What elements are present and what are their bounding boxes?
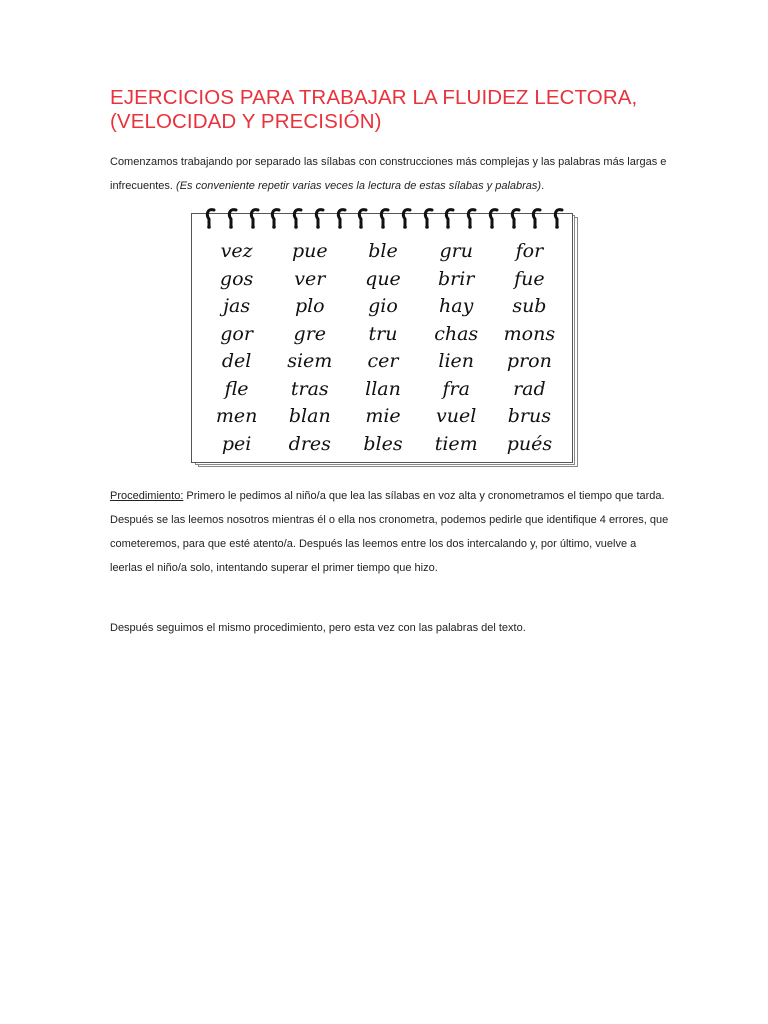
spiral-ring — [553, 207, 565, 229]
spiral-ring — [488, 207, 500, 229]
spiral-ring — [401, 207, 413, 229]
syllable: pei — [221, 432, 252, 455]
spiral-ring — [336, 207, 348, 229]
syllable: ver — [294, 267, 326, 290]
syllable: tru — [368, 322, 398, 345]
syllable: for — [515, 240, 544, 262]
syllable: ble — [368, 240, 398, 262]
syllable: pron — [506, 350, 552, 372]
title-line-2: (VELOCIDAD Y PRECISIÓN) — [110, 110, 382, 133]
spiral-binding — [205, 207, 565, 231]
spiral-ring — [205, 207, 217, 229]
syllable-grid — [200, 238, 566, 458]
procedure-section — [110, 484, 670, 580]
title-line-1: EJERCICIOS PARA TRABAJAR LA FLUIDEZ LECTORA, — [110, 86, 638, 109]
syllable: cer — [367, 350, 399, 372]
syllable: gio — [368, 295, 398, 317]
notebook-front-page — [191, 213, 573, 463]
syllable: fue — [514, 267, 545, 290]
spiral-ring — [314, 207, 326, 229]
syllable: chas — [434, 322, 479, 345]
syllable: brus — [507, 405, 551, 427]
intro-note-end: . — [541, 180, 545, 192]
syllable: gor — [220, 322, 253, 345]
final-paragraph: Después seguimos el mismo procedimiento, pero esta vez con las palabras del texto. — [110, 622, 526, 634]
syllable: siem — [287, 350, 333, 372]
procedure-text-1: Primero le pedimos al niño/a que lea las sílabas en voz alta y cronometramos el tiempo que tarda. — [183, 490, 665, 502]
syllable: vez — [220, 240, 253, 262]
syllable: mie — [365, 405, 401, 427]
syllable: lien — [438, 350, 475, 372]
syllable: sub — [512, 295, 547, 317]
syllable: rad — [513, 377, 546, 400]
syllable: gre — [293, 322, 327, 345]
spiral-ring — [227, 207, 239, 229]
syllable: plo — [294, 295, 325, 317]
syllable: fle — [224, 377, 249, 400]
spiral-ring — [531, 207, 543, 229]
syllable: jas — [223, 295, 251, 317]
syllable: llan — [365, 377, 401, 400]
syllable: del — [221, 350, 252, 372]
syllable: mons — [503, 322, 556, 345]
syllable: gru — [439, 240, 473, 262]
spiral-ring — [444, 207, 456, 229]
spiral-ring — [357, 207, 369, 229]
syllable: dres — [288, 432, 331, 455]
syllable: gos — [219, 267, 254, 290]
syllable: tiem — [434, 432, 478, 455]
spiral-ring — [379, 207, 391, 229]
spiral-ring — [249, 207, 261, 229]
syllable: que — [365, 267, 401, 290]
syllable: vuel — [436, 405, 477, 427]
syllable-notebook — [191, 207, 581, 467]
syllable: fra — [442, 377, 470, 400]
intro-text: Comenzamos trabajando por separado las sílabas con construcciones más complejas y las palabras más largas e infrecuentes. — [110, 156, 667, 192]
procedure-paragraph-2: Después se las leemos nosotros mientras él o ella nos cronometra, podemos pedirle que identifique 4 errores, que cometeremos, para que esté atento/a. Después las leemos entre los dos intercalando y, por último, vuelve a leerlas el niño/a solo, intentando superar el primer tiempo que hizo. — [110, 514, 669, 574]
page-title — [110, 86, 710, 134]
intro-note: (Es conveniente repetir varias veces la lectura de estas sílabas y palabras) — [176, 180, 542, 192]
syllable: blan — [288, 405, 331, 427]
syllable: tras — [290, 377, 329, 400]
syllable: pue — [291, 240, 328, 262]
syllable: bles — [363, 432, 403, 455]
procedure-paragraph-1 — [110, 484, 670, 508]
spiral-ring — [292, 207, 304, 229]
syllable: hay — [439, 295, 474, 317]
intro-paragraph — [110, 150, 670, 198]
procedure-label: Procedimiento: — [110, 490, 184, 502]
spiral-ring — [510, 207, 522, 229]
spiral-ring — [466, 207, 478, 229]
syllable: pués — [506, 432, 553, 455]
spiral-ring — [423, 207, 435, 229]
syllable: men — [215, 405, 258, 427]
spiral-ring — [270, 207, 282, 229]
syllable: brir — [437, 267, 475, 290]
